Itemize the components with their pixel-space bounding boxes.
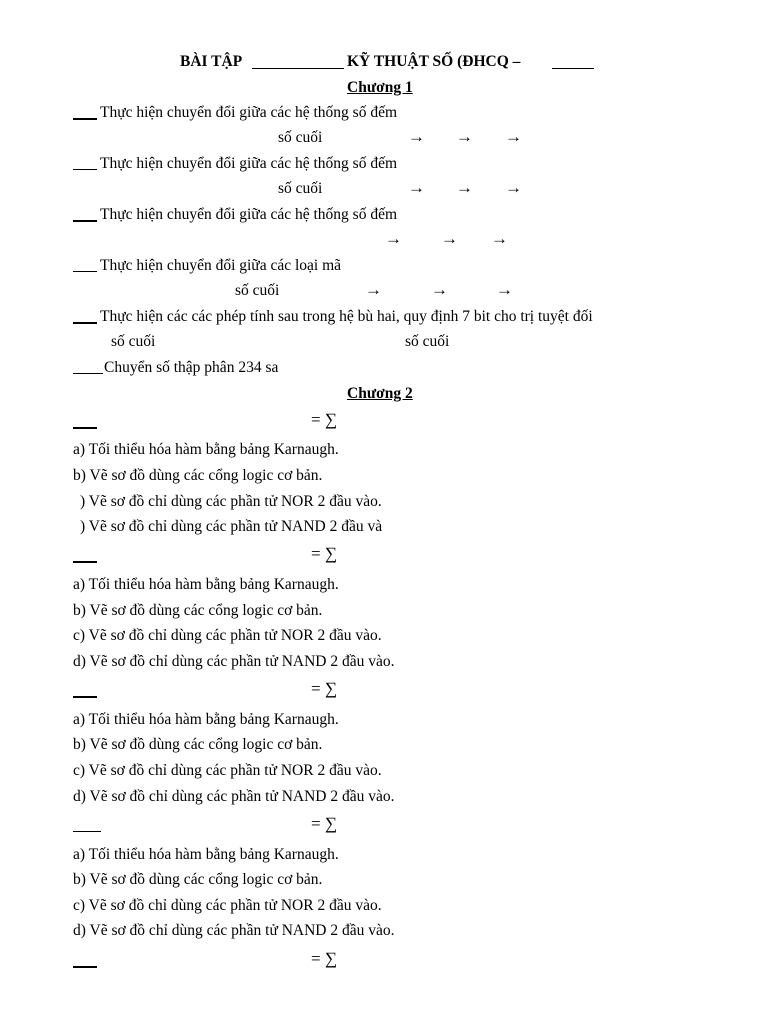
arrow-right-icon: → xyxy=(456,178,473,197)
arrow-right-icon: → xyxy=(491,229,508,248)
g4-eq-sum: = ∑ xyxy=(311,814,337,833)
g4-item-a: a) Tối thiểu hóa hàm bằng bảng Karnaugh. xyxy=(73,846,339,863)
arrow-right-icon: → xyxy=(385,229,402,248)
g3-eq-sum: = ∑ xyxy=(311,679,337,698)
q5-sub-left: số cuối xyxy=(111,333,156,350)
g4-item-d: d) Vẽ sơ đồ chỉ dùng các phần tử NAND 2 đầu vào. xyxy=(73,922,395,939)
g4-item-c: c) Vẽ sơ đồ chỉ dùng các phần tử NOR 2 đầu vào. xyxy=(73,897,382,914)
g1-item-c: ) Vẽ sơ đồ chỉ dùng các phần tử NOR 2 đầu vào. xyxy=(80,493,382,510)
q1-text: Thực hiện chuyển đổi giữa các hệ thống số đếm xyxy=(100,104,398,121)
g2-eq-sum: = ∑ xyxy=(311,544,337,563)
arrow-right-icon: → xyxy=(505,127,522,146)
arrow-right-icon: → xyxy=(408,127,425,146)
q2-sub: số cuối xyxy=(278,180,323,197)
q6-text: Chuyển số thập phân 234 sa xyxy=(104,359,279,376)
q4-sub: số cuối xyxy=(235,282,280,299)
g4-blank xyxy=(73,819,101,832)
title-right: KỸ THUẬT SỐ (ĐHCQ – xyxy=(347,53,521,70)
arrow-right-icon: → xyxy=(496,280,513,299)
q2-blank xyxy=(73,157,97,170)
g4-item-b: b) Vẽ sơ đồ dùng các cổng logic cơ bản. xyxy=(73,871,323,888)
g1-item-a: a) Tối thiểu hóa hàm bằng bảng Karnaugh. xyxy=(73,441,339,458)
q5-text: Thực hiện các các phép tính sau trong hệ bù hai, quy định 7 bit cho trị tuyệt đối xyxy=(100,308,593,325)
g3-item-d: d) Vẽ sơ đồ chỉ dùng các phần tử NAND 2 đầu vào. xyxy=(73,788,395,805)
g2-item-d: d) Vẽ sơ đồ chỉ dùng các phần tử NAND 2 đầu vào. xyxy=(73,653,395,670)
q5-blank xyxy=(73,310,97,324)
q5-sub-right: số cuối xyxy=(405,333,450,350)
title-left: BÀI TẬP xyxy=(180,53,243,70)
g1-blank xyxy=(73,415,97,429)
g5-blank xyxy=(73,954,97,968)
q4-blank xyxy=(73,259,97,272)
arrow-right-icon: → xyxy=(431,280,448,299)
q1-blank xyxy=(73,106,97,120)
q3-text: Thực hiện chuyển đổi giữa các hệ thống số đếm xyxy=(100,206,398,223)
chapter2-heading: Chương 2 xyxy=(347,385,413,402)
arrow-right-icon: → xyxy=(365,280,382,299)
g1-item-d: ) Vẽ sơ đồ chỉ dùng các phần tử NAND 2 đầu và xyxy=(80,518,383,535)
q4-text: Thực hiện chuyển đổi giữa các loại mã xyxy=(100,257,342,274)
arrow-right-icon: → xyxy=(505,178,522,197)
g1-eq-sum: = ∑ xyxy=(311,410,337,429)
q1-sub: số cuối xyxy=(278,129,323,146)
arrow-right-icon: → xyxy=(441,229,458,248)
g3-item-b: b) Vẽ sơ đồ dùng các cổng logic cơ bản. xyxy=(73,736,323,753)
g2-blank xyxy=(73,549,97,563)
g2-item-a: a) Tối thiểu hóa hàm bằng bảng Karnaugh. xyxy=(73,576,339,593)
title-underline-gap xyxy=(252,56,344,69)
arrow-right-icon: → xyxy=(408,178,425,197)
chapter1-heading: Chương 1 xyxy=(347,79,413,96)
g5-eq-sum: = ∑ xyxy=(311,949,337,968)
q3-blank xyxy=(73,208,97,222)
g2-item-b: b) Vẽ sơ đồ dùng các cổng logic cơ bản. xyxy=(73,602,323,619)
g2-item-c: c) Vẽ sơ đồ chỉ dùng các phần tử NOR 2 đầu vào. xyxy=(73,627,382,644)
arrow-right-icon: → xyxy=(456,127,473,146)
g3-item-a: a) Tối thiểu hóa hàm bằng bảng Karnaugh. xyxy=(73,711,339,728)
g3-item-c: c) Vẽ sơ đồ chỉ dùng các phần tử NOR 2 đầu vào. xyxy=(73,762,382,779)
title-underline-tail xyxy=(552,56,594,69)
g3-blank xyxy=(73,684,97,698)
q6-blank xyxy=(73,361,103,374)
q2-text: Thực hiện chuyển đổi giữa các hệ thống số đếm xyxy=(100,155,398,172)
g1-item-b: b) Vẽ sơ đồ dùng các cổng logic cơ bản. xyxy=(73,467,323,484)
